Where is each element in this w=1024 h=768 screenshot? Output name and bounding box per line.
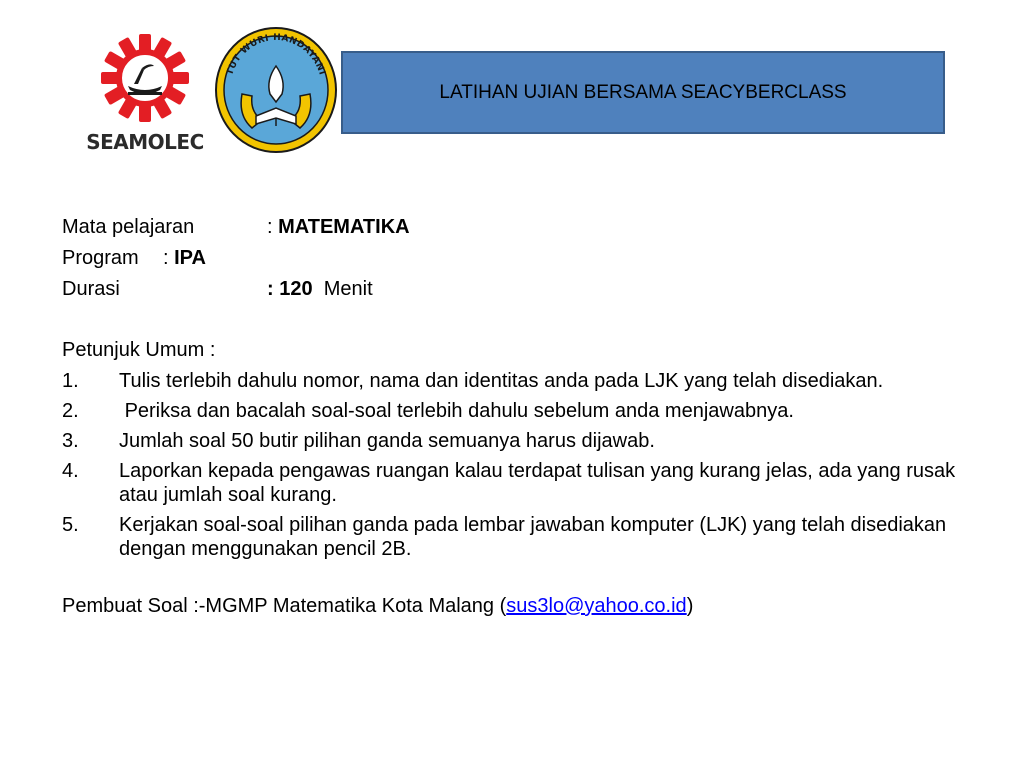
author-email-link[interactable]: sus3lo@yahoo.co.id bbox=[506, 595, 687, 617]
list-item: 2. Periksa dan bacalah soal-soal terlebih dahulu sebelum anda menjawabnya. bbox=[62, 400, 794, 422]
tut-wuri-handayani-logo bbox=[212, 24, 340, 154]
program-row bbox=[62, 243, 972, 274]
duration-value: : 120 bbox=[267, 278, 313, 300]
duration-label: Durasi bbox=[62, 278, 120, 300]
subject-label: Mata pelajaran bbox=[62, 216, 195, 238]
instructions-heading: Petunjuk Umum : bbox=[62, 339, 216, 361]
seamolec-logo bbox=[82, 28, 208, 156]
subject-separator: : bbox=[267, 216, 279, 238]
seamolec-wordmark: SEAMOLEC bbox=[86, 130, 204, 154]
seamolec-emblem-icon bbox=[82, 28, 208, 128]
subject-row bbox=[62, 212, 972, 243]
exam-title: LATIHAN UJIAN BERSAMA SEACYBERCLASS bbox=[439, 81, 847, 103]
list-item: 4. Laporkan kepada pengawas ruangan kalau terdapat tulisan yang kurang jelas, ada yang rusak atau jumlah soal kurang. bbox=[62, 460, 956, 506]
program-value: IPA bbox=[174, 247, 206, 269]
duration-unit: Menit bbox=[323, 278, 373, 300]
list-item: 3. Jumlah soal 50 butir pilihan ganda semuanya harus dijawab. bbox=[62, 430, 655, 452]
instructions-list bbox=[62, 369, 972, 561]
subject-value: MATEMATIKA bbox=[278, 216, 410, 238]
list-item: 1. Tulis terlebih dahulu nomor, nama dan identitas anda pada LJK yang telah disediakan. bbox=[62, 370, 884, 392]
list-item: 5. Kerjakan soal-soal pilihan ganda pada lembar jawaban komputer (LJK) yang telah disediakan dengan menggunakan pencil 2B. bbox=[62, 514, 947, 560]
tut-wuri-emblem-icon bbox=[212, 24, 340, 154]
exam-title-banner bbox=[341, 51, 945, 134]
program-separator: : bbox=[163, 247, 175, 269]
svg-text:TUT WURI HANDAYANI: TUT WURI HANDAYANI bbox=[225, 32, 327, 77]
author-credit: Pembuat Soal :-MGMP Matematika Kota Malang (sus3lo@yahoo.co.id) bbox=[62, 595, 694, 617]
duration-row bbox=[62, 274, 972, 305]
program-label: Program bbox=[62, 247, 139, 269]
slide-content bbox=[62, 212, 972, 621]
